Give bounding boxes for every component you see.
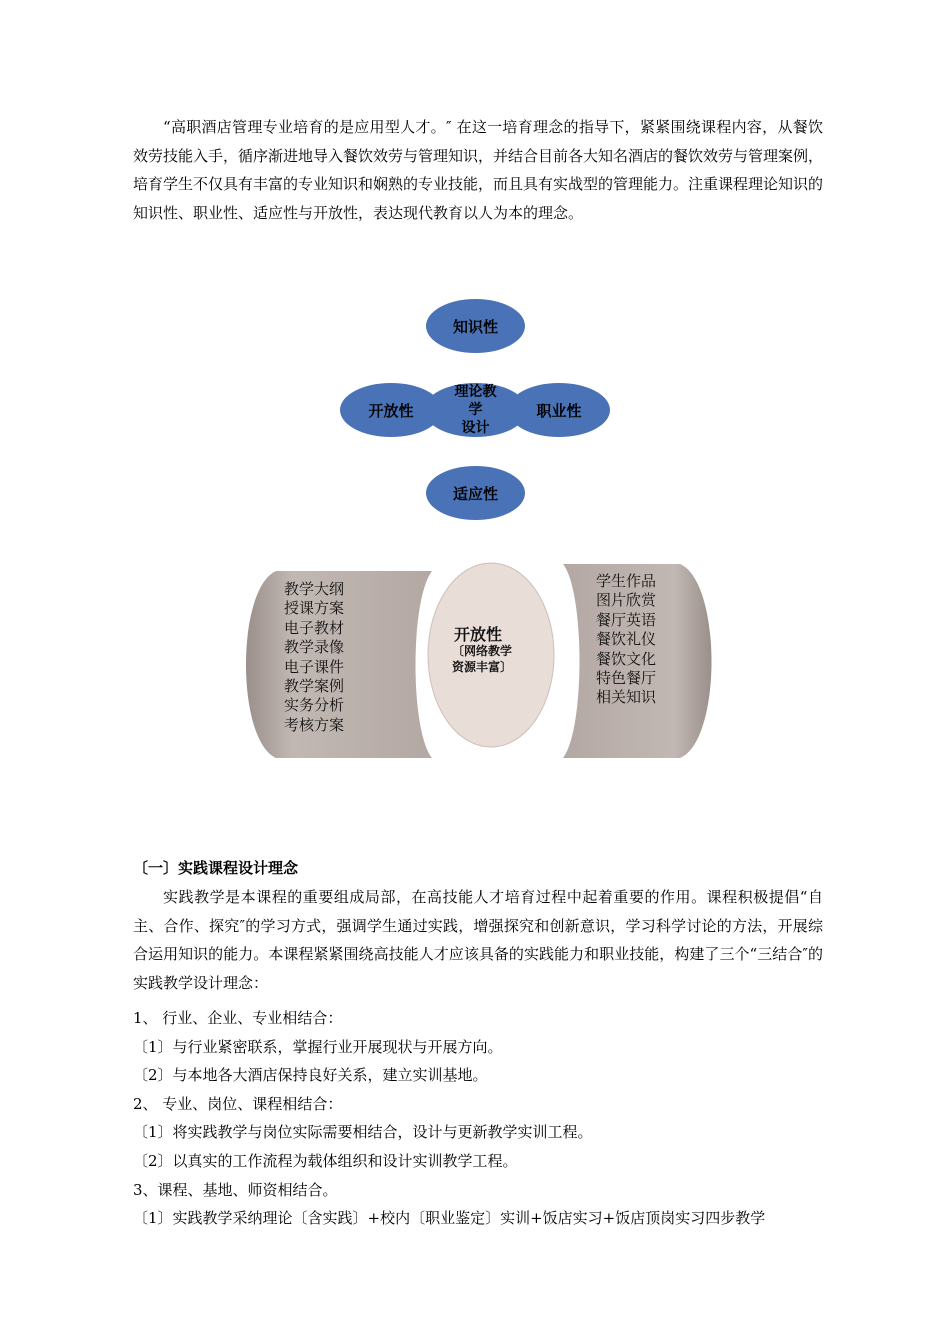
right-item: 相关知识 bbox=[596, 688, 657, 707]
center-line-3: 设计 bbox=[461, 420, 490, 436]
left-item: 考核方案 bbox=[284, 715, 345, 734]
ellipse-openness-label: 开放性 bbox=[368, 401, 414, 420]
intro-paragraph: “高职酒店管理专业培育的是应用型人才。″ 在这一培育理念的指导下，紧紧围绕课程内容，从餐饮效劳技能入手，循序渐进地导入餐饮效劳与管理知识，并结合目前各大知名酒店的餐饮效劳与管理案例，培育学生不仅具有丰富的专业知识和娴熟的专业技能，而且具有实战型的管理能力。注重课程理论知识的知识性、职业性、适应性与开放性，表达现代教育以人为本的理念。 bbox=[133, 118, 824, 222]
practice-item: 〔2〕与本地各大酒店保持良好关系，建立实训基地。 bbox=[133, 1066, 488, 1084]
practice-item: 〔1〕实践教学采纳理论〔含实践〕+校内〔职业鉴定〕实训+饭店实习+饭店顶岗实习四步教学 bbox=[133, 1209, 766, 1227]
practice-paragraph: 实践教学是本课程的重要组成局部，在高技能人才培育过程中起着重要的作用。课程积极提倡“自主、合作、探究″的学习方式，强调学生通过实践，增强探究和创新意识，学习科学讨论的方法，开展综合运用知识的能力。本课程紧紧围绕高技能人才应该具备的实践能力和职业技能，构建了三个“三结合″的实践教学设计理念： bbox=[133, 888, 823, 992]
practice-item: 〔2〕以真实的工作流程为载体组织和设计实训教学工程。 bbox=[133, 1152, 518, 1170]
ellipse-adaptability-label: 适应性 bbox=[452, 484, 498, 503]
right-item: 图片欣赏 bbox=[596, 591, 657, 610]
right-item: 餐厅英语 bbox=[596, 610, 657, 629]
practice-heading: 〔一〕实践课程设计理念 bbox=[133, 859, 299, 877]
left-item: 授课方案 bbox=[284, 599, 345, 618]
practice-item: 2、 专业、岗位、课程相结合： bbox=[133, 1095, 343, 1113]
center-sub-line-2: 资源丰富〕 bbox=[452, 660, 513, 674]
right-item: 特色餐厅 bbox=[596, 669, 657, 688]
center-open-title: 开放性 bbox=[454, 625, 503, 644]
right-item: 餐饮礼仪 bbox=[596, 630, 657, 649]
ellipse-knowledge-label: 知识性 bbox=[452, 317, 498, 336]
left-resource-list bbox=[284, 580, 344, 735]
center-line-1: 理论教 bbox=[454, 384, 497, 400]
right-item: 学生作品 bbox=[596, 572, 657, 590]
right-resource-list bbox=[596, 572, 656, 708]
practice-item: 1、 行业、企业、专业相结合： bbox=[133, 1009, 343, 1027]
left-item: 电子教材 bbox=[284, 618, 345, 637]
practice-item: 〔1〕将实践教学与岗位实际需要相结合，设计与更新教学实训工程。 bbox=[133, 1123, 593, 1141]
right-item: 餐饮文化 bbox=[596, 649, 657, 668]
left-item: 教学录像 bbox=[284, 638, 345, 657]
center-sub-line-1: 〔网络教学 bbox=[452, 644, 513, 658]
left-item: 教学大纲 bbox=[284, 580, 345, 598]
left-item: 实务分析 bbox=[284, 696, 345, 715]
left-item: 电子课件 bbox=[284, 657, 345, 676]
ellipse-professionalism-label: 职业性 bbox=[536, 401, 582, 420]
center-line-2: 学 bbox=[468, 402, 483, 418]
center-open-subtitle bbox=[452, 643, 512, 675]
left-item: 教学案例 bbox=[284, 677, 345, 696]
practice-item: 〔1〕与行业紧密联系，掌握行业开展现状与开展方向。 bbox=[133, 1038, 503, 1056]
practice-item: 3、课程、基地、师资相结合。 bbox=[133, 1181, 338, 1199]
